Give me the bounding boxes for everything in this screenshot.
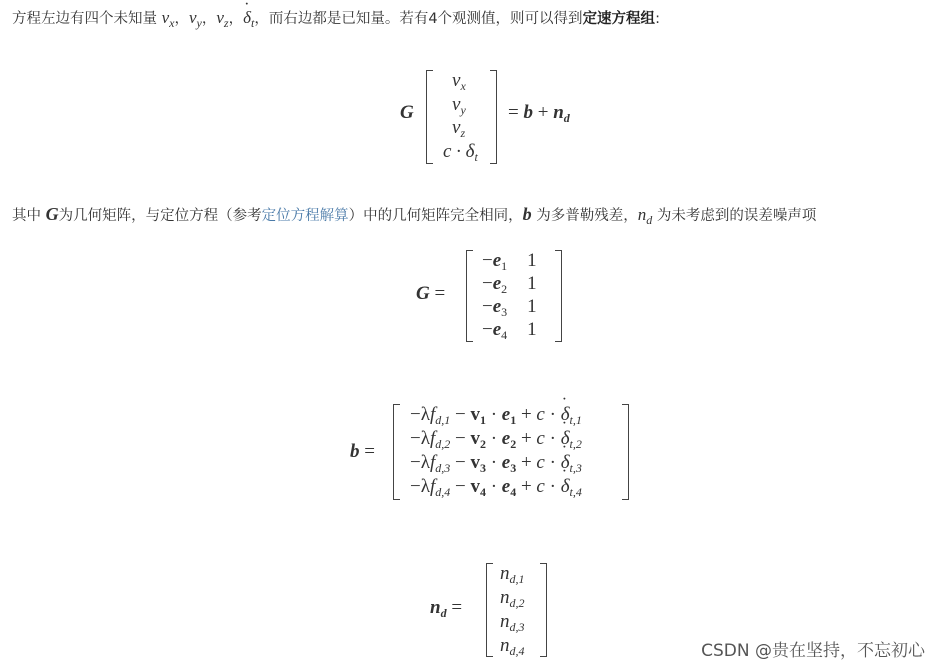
eq3-bracket-right — [622, 404, 629, 500]
eq3-lhs: b = — [350, 441, 375, 462]
intro-text-2: ，而右边都是已知量。若有4个观测值，则可以得到 — [254, 11, 583, 27]
eq1-row-2: $v_y$ — [452, 94, 466, 117]
colon: : — [655, 11, 660, 27]
eq4-row-3: $n_{d,3}$ — [500, 611, 525, 634]
eq4-bracket-right — [540, 563, 547, 657]
desc-text-2: 为几何矩阵，与定位方程（参考 — [58, 208, 262, 224]
eq4-row-1: $n_{d,1}$ — [500, 563, 525, 586]
eq1-bracket-left — [426, 70, 433, 164]
desc-text-1: 其中 — [12, 208, 46, 224]
eq1-row-4: $c \cdot \delta_t$ — [443, 141, 478, 164]
eq1-n: $n_d$ — [553, 102, 570, 125]
symbol-b: b — [522, 204, 532, 224]
separator: ， — [228, 11, 244, 27]
description-paragraph — [12, 204, 816, 226]
eq4-row-4: $n_{d,4}$ — [500, 635, 525, 658]
eq1-equals: = — [508, 102, 519, 123]
eq4-bracket-left — [486, 563, 493, 657]
desc-text-5: 为未考虑到的误差噪声项 — [652, 208, 817, 224]
eq3-row-1: $-\lambda f_{d,1} - v_1 \cdot e_1 + c$ · · $\delta_{t,1}$ — [410, 404, 582, 426]
eq1-b: b — [523, 102, 533, 123]
eq1-rhs — [508, 102, 570, 124]
eq1-row-1: $v_x$ — [452, 70, 466, 93]
eq2-lhs: G = — [416, 283, 446, 304]
eq2-row-3: $-e_3$ 1 — [482, 296, 537, 319]
eq2-bracket-right — [555, 250, 562, 342]
eq1-bracket-right — [490, 70, 497, 164]
positioning-equation-link[interactable]: 定位方程解算 — [261, 208, 349, 224]
eq3-row-4: $-\lambda f_{d,4} - v_4 \cdot e_4 + c$ · · $\delta_{t,4}$ — [410, 476, 582, 498]
unknown-vx: $v_x$ — [161, 8, 175, 30]
separator: ， — [201, 11, 217, 27]
eq2-row-2: $-e_2$ 1 — [482, 273, 537, 296]
symbol-G: G — [45, 204, 59, 224]
unknown-delta-t: · $\delta_t$ — [243, 8, 254, 27]
eq2-row-1: $-e_1$ 1 — [482, 250, 537, 273]
eq3-row-3: $-\lambda f_{d,3} - v_3 \cdot e_3 + c$ · · $\delta_{t,3}$ — [410, 452, 582, 474]
watermark: CSDN @贵在坚持，不忘初心 — [701, 641, 925, 661]
eq1-plus: + — [537, 102, 549, 123]
separator: ， — [174, 11, 189, 27]
symbol-nd: $n_d$ — [637, 205, 653, 227]
desc-text-4: 为多普勒残差， — [531, 208, 638, 224]
eq2-bracket-left — [466, 250, 473, 342]
eq2-row-4: $-e_4$ 1 — [482, 319, 537, 342]
bold-term: 定速方程组 — [582, 11, 656, 27]
eq1-lhs-G: G — [400, 102, 414, 123]
eq3-row-2: $-\lambda f_{d,2} - v_2 \cdot e_2 + c$ · · $\delta_{t,2}$ — [410, 428, 582, 450]
desc-text-3: ）中的几何矩阵完全相同， — [348, 208, 523, 224]
unknown-vy: $v_y$ — [188, 8, 202, 30]
eq4-row-2: $n_{d,2}$ — [500, 587, 525, 610]
unknown-vz: $v_z$ — [216, 8, 229, 30]
eq3-bracket-left — [393, 404, 400, 500]
eq4-lhs: $n_d$ = — [430, 597, 463, 620]
equation-velocity — [0, 0, 941, 180]
eq1-row-3: $v_z$ — [452, 117, 466, 140]
intro-text: 方程左边有四个未知量 — [12, 11, 162, 27]
